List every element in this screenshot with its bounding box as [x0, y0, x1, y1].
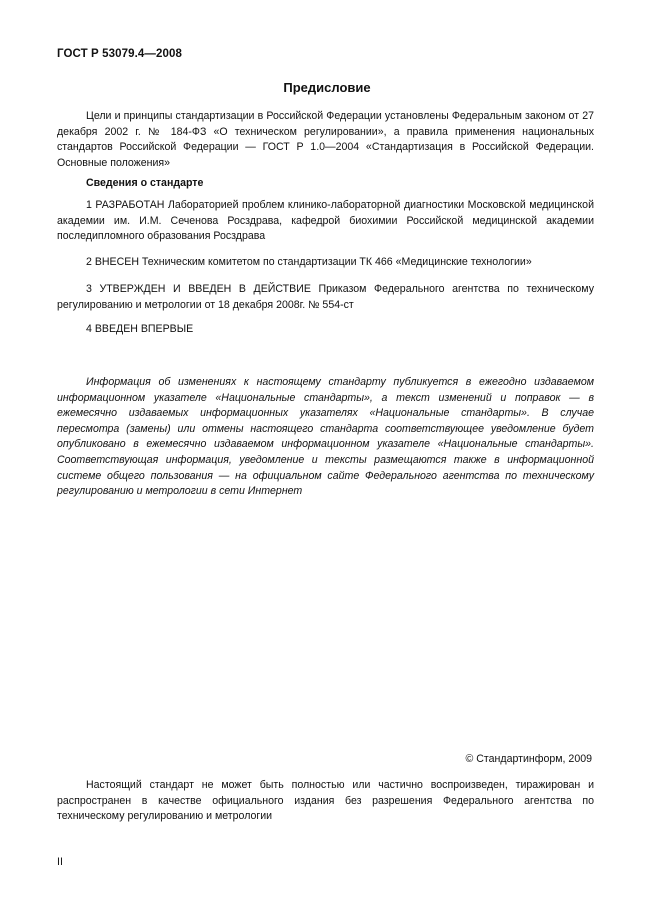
page-number: II: [57, 856, 63, 868]
notice-paragraph: Информация об изменениях к настоящему стандарту публикуется в ежегодно издаваемом информационном указателе «Национальные стандарты», а текст изменений и поправок — в ежемесячно издаваемых информационных указателях «Национальные стандарты». В случае пересмотра (замены) или отмены настоящего стандарта соответствующее уведомление будет опубликовано в ежемесячно издаваемом информационном указателе «Национальные стандарты». Соответствующая информация, уведомление и тексты размещаются также в информационной системе общего пользования — на официальном сайте Федерального агентства по техническому регулированию и метрологии в сети Интернет: [57, 376, 594, 498]
copyright: © Стандартинформ, 2009: [465, 753, 592, 765]
standard-code: ГОСТ Р 53079.4—2008: [57, 48, 182, 60]
legal-notice: Настоящий стандарт не может быть полностью или частично воспроизведен, тиражирован и распространен в качестве официального издания без разрешения Федерального агентства по техническому регулированию и метрологии: [57, 779, 594, 823]
item-first-introduced: 4 ВВЕДЕН ВПЕРВЫЕ: [86, 323, 194, 335]
item-introduced: 2 ВНЕСЕН Техническим комитетом по стандартизации ТК 466 «Медицинские технологии»: [86, 256, 532, 268]
item-approved: 3 УТВЕРЖДЕН И ВВЕДЕН В ДЕЙСТВИЕ Приказом Федерального агентства по техническому регулированию и метрологии от 18 декабря 2008г. № 554-ст: [57, 283, 594, 311]
info-heading: Сведения о стандарте: [86, 177, 204, 189]
intro-paragraph: Цели и принципы стандартизации в Российской Федерации установлены Федеральным законом от 27 декабря 2002 г. № 184-ФЗ «О техническом регулировании», а правила применения национальных стандартов Российской Федерации — ГОСТ Р 1.0—2004 «Стандартизация в Российской Федерации. Основные положения»: [57, 110, 594, 169]
item-developed: 1 РАЗРАБОТАН Лабораторией проблем клинико-лабораторной диагностики Московской медицинской академии им. И.М. Сеченова Росздрава, кафедрой биохимии Российской медицинской академии последипломного образования Росздрава: [57, 199, 594, 243]
page-title: Предисловие: [283, 80, 371, 95]
